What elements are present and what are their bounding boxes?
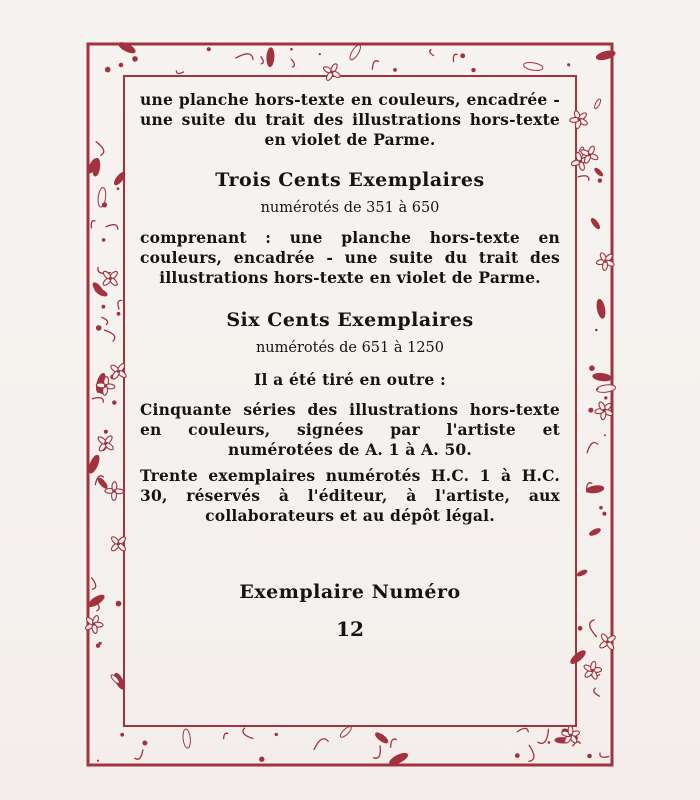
exemplaire-number: 12 — [336, 617, 364, 641]
six-cents-heading: Six Cents Exemplaires — [226, 309, 474, 331]
six-cents-numbering: numérotés de 651 à 1250 — [255, 340, 445, 356]
trois-cents-numbering: numérotés de 351 à 650 — [260, 200, 440, 216]
trente-paragraph: Trente exemplaires numérotés H.C. 1 à H.C. 30, réservés à l'éditeur, à l'artiste, aux collaborateurs et au dépôt légal. — [140, 466, 560, 525]
trois-cents-heading: Trois Cents Exemplaires — [215, 169, 485, 191]
trois-cents-description: comprenant : une planche hors-texte en couleurs, encadrée - une suite du trait des illustrations hors-texte en violet de Parme. — [140, 228, 560, 287]
colophon-content — [140, 88, 560, 642]
series-paragraph: Cinquante séries des illustrations hors-texte en couleurs, signées par l'artiste et numérotées de A. 1 à A. 50. — [140, 400, 560, 459]
exemplaire-label: Exemplaire Numéro — [239, 581, 461, 603]
intro-paragraph: une planche hors-texte en couleurs, encadrée - une suite du trait des illustrations hors-texte en violet de Parme. — [140, 90, 560, 149]
outre-heading: Il a été tiré en outre : — [254, 370, 446, 389]
